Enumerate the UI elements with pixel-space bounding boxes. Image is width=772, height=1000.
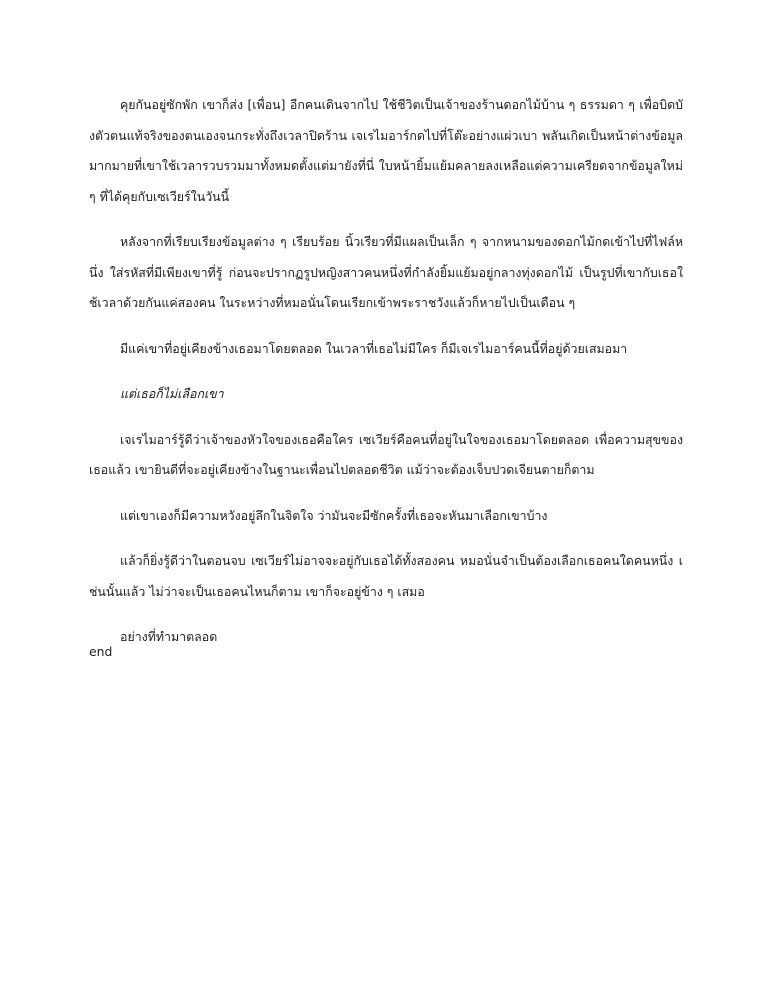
paragraph-5: เจเรไมอาร์รู้ดีว่าเจ้าของหัวใจของเธอคือใคร เซเวียร์คือคนที่อยู่ในใจของเธอมาโดยตลอด เพื่อความสุขของเธอแล้ว เขายินดีที่จะอยู่เคียงข้างในฐานะเพื่อนไปตลอดชีวิต แม้ว่าจะต้องเจ็บปวดเจียนตายก็ตาม <box>89 431 683 477</box>
paragraph-8: อย่างที่ทำมาตลอด <box>120 629 218 644</box>
end-marker: end <box>89 644 113 659</box>
paragraph-6: แต่เขาเองก็มีความหวังอยู่ลึกในจิตใจ ว่ามันจะมีซักครั้งที่เธอจะหันมาเลือกเขาบ้าง <box>120 507 548 523</box>
paragraph-7: แล้วก็ยิ่งรู้ดีว่าในตอนจบ เซเวียร์ไม่อาจจะอยู่กับเธอได้ทั้งสองคน หมอนั่นจำเป็นต้องเลือกเธอคนใดคนหนึ่ง เช่นนั้นแล้ว ไม่ว่าจะเป็นเธอคนไหนก็ตาม เขาก็จะอยู่ข้าง ๆ เสมอ <box>89 553 683 599</box>
paragraph-3: มีแค่เขาที่อยู่เคียงข้างเธอมาโดยตลอด ในเวลาที่เธอไม่มีใคร ก็มีเจเรไมอาร์คนนี้ที่อยู่ด้วยเสมอมา <box>120 340 628 356</box>
paragraph-4-italic: แต่เธอก็ไม่เลือกเขา <box>120 386 224 401</box>
paragraph-1: คุยกันอยู่ซักพัก เขาก็ส่ง [เพื่อน] อีกคนเดินจากไป ใช้ชีวิตเป็นเจ้าของร้านดอกไม้บ้าน ๆ ธรรมดา ๆ เพื่อบิดบังตัวตนแท้จริงของตนเองจนกระทั่งถึงเวลาปิดร้าน เจเรไมอาร์กดไปที่โต๊ะอย่างแผ่วเบา พลันเกิดเป็นหน้าต่างข้อมูลมากมายที่เขาใช้เวลารวบรวมมาทั้งหมดตั้งแต่มายังที่นี่ ใบหน้ายิ้มแย้มคลายลงเหลือแต่ความเครียดจากข้อมูลใหม่ ๆ ที่ได้คุยกับเซเวียร์ในวันนี้ <box>89 97 683 204</box>
paragraph-2: หลังจากที่เรียบเรียงข้อมูลต่าง ๆ เรียบร้อย นิ้วเรียวที่มีแผลเป็นเล็ก ๆ จากหนามของดอกไม้กดเข้าไปที่ไฟล์หนึ่ง ใส่รหัสที่มีเพียงเขาที่รู้ ก่อนจะปรากฏรูปหญิงสาวคนหนึ่งที่กำลังยิ้มแย้มอยู่กลางทุ่งดอกไม้ เป็นรูปที่เขากับเธอใช้เวลาด้วยกันแค่สองคน ในระหว่างที่หมอนั่นโดนเรียกเข้าพระราชวังแล้วก็หายไปเป็นเดือน ๆ <box>89 234 683 310</box>
document-body <box>89 90 683 668</box>
